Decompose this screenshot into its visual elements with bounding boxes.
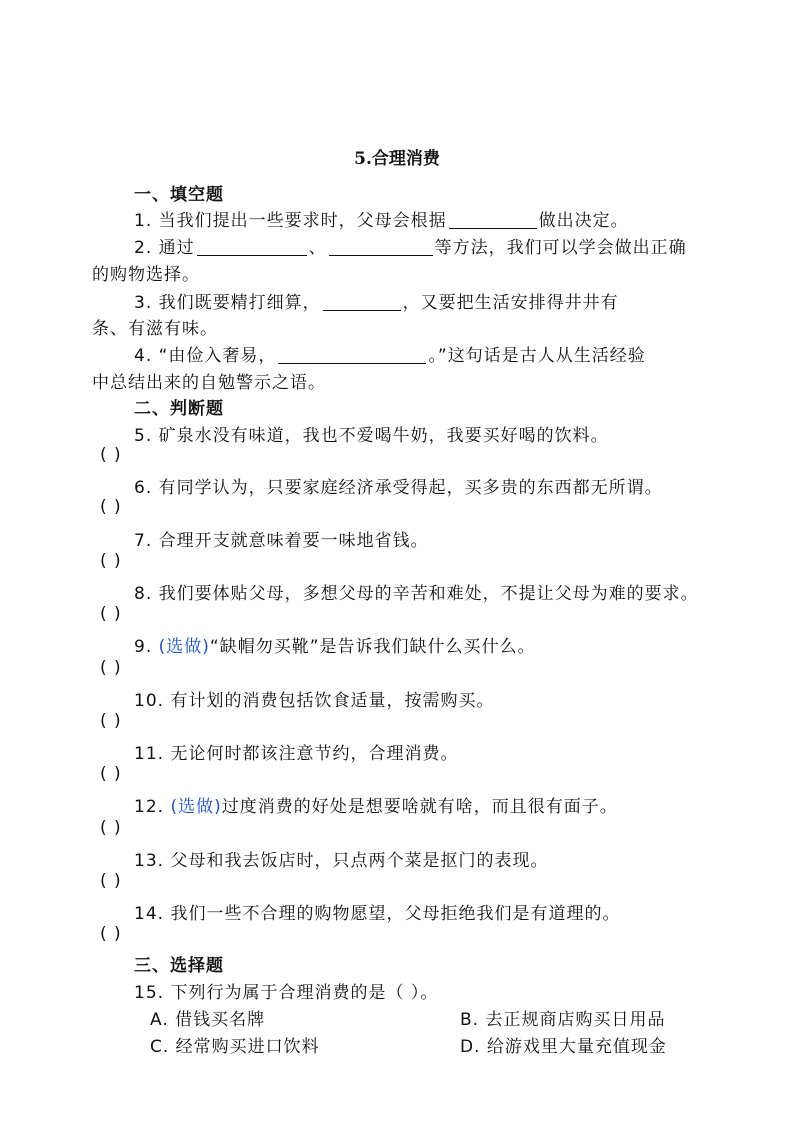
question-1: [134, 206, 629, 231]
question-4-text-b: 。”这句话是古人从生活经验: [428, 346, 646, 366]
answer-blank: [449, 211, 537, 229]
answer-parentheses: ( ): [100, 924, 122, 944]
question-5: 5. 矿泉水没有味道，我也不爱喝牛奶，我要买好喝的饮料。: [134, 426, 609, 446]
question-1-text-a: 1. 当我们提出一些要求时，父母会根据: [134, 211, 447, 231]
question-12-number: 12.: [134, 797, 171, 817]
answer-parentheses: ( ): [100, 818, 122, 838]
question-9-number: 9.: [134, 637, 159, 657]
question-2-text-a: 2. 通过: [134, 238, 195, 258]
section-true-false: 二、判断题: [134, 399, 224, 419]
section-fill-blank: 一、填空题: [134, 185, 224, 205]
section-multiple-choice: 三、选择题: [134, 956, 224, 976]
question-12: [134, 792, 618, 817]
answer-blank: [278, 346, 426, 364]
question-11: 11. 无论何时都该注意节约，合理消费。: [134, 744, 459, 764]
optional-tag: (选做): [158, 637, 210, 657]
question-3-text-b: ，又要把生活安排得井井有: [402, 293, 619, 313]
answer-parentheses: ( ): [100, 711, 122, 731]
choice-d: D. 给游戏里大量充值现金: [460, 1037, 667, 1057]
answer-parentheses: ( ): [100, 764, 122, 784]
question-9: [134, 632, 536, 657]
choice-b: B. 去正规商店购买日用品: [460, 1010, 666, 1030]
choice-c: C. 经常购买进口饮料: [150, 1037, 320, 1057]
choice-a: A. 借钱买名牌: [150, 1010, 266, 1030]
question-2-text-b: 、: [308, 238, 327, 258]
question-10: 10. 有计划的消费包括饮食适量，按需购买。: [134, 691, 495, 711]
answer-parentheses: ( ): [100, 445, 122, 465]
question-15: 15. 下列行为属于合理消费的是（ ）。: [134, 983, 439, 1003]
question-1-text-b: 做出决定。: [538, 211, 629, 231]
question-6: 6. 有同学认为，只要家庭经济承受得起，买多贵的东西都无所谓。: [134, 478, 663, 498]
question-4: [134, 341, 646, 366]
question-8: 8. 我们要体贴父母，多想父母的辛苦和难处，不提让父母为难的要求。: [134, 584, 699, 604]
answer-parentheses: ( ): [100, 604, 122, 624]
question-12-text: 过度消费的好处是想要啥就有啥，而且很有面子。: [221, 797, 618, 817]
answer-blank: [323, 293, 401, 311]
question-13: 13. 父母和我去饭店时，只点两个菜是抠门的表现。: [134, 851, 549, 871]
optional-tag: (选做): [170, 797, 222, 817]
answer-blank: [197, 238, 307, 256]
answer-parentheses: ( ): [100, 658, 122, 678]
answer-blank: [329, 238, 433, 256]
question-2-text-c: 等方法，我们可以学会做出正确: [434, 238, 687, 258]
answer-parentheses: ( ): [100, 871, 122, 891]
question-4-text-a: 4. “由俭入奢易，: [134, 346, 277, 366]
question-3-text-a: 3. 我们既要精打细算，: [134, 293, 321, 313]
question-3: [134, 288, 619, 313]
page-title: 5.合理消费: [354, 149, 440, 169]
question-2-continued: 的购物选择。: [92, 265, 200, 285]
question-3-continued: 条、有滋有味。: [92, 319, 218, 339]
question-7: 7. 合理开支就意味着要一味地省钱。: [134, 531, 429, 551]
question-2: [134, 233, 687, 258]
question-14: 14. 我们一些不合理的购物愿望，父母拒绝我们是有道理的。: [134, 904, 621, 924]
answer-parentheses: ( ): [100, 551, 122, 571]
question-4-continued: 中总结出来的自勉警示之语。: [92, 373, 326, 393]
answer-parentheses: ( ): [100, 497, 122, 517]
question-9-text: “缺帽勿买靴”是告诉我们缺什么买什么。: [209, 637, 536, 657]
